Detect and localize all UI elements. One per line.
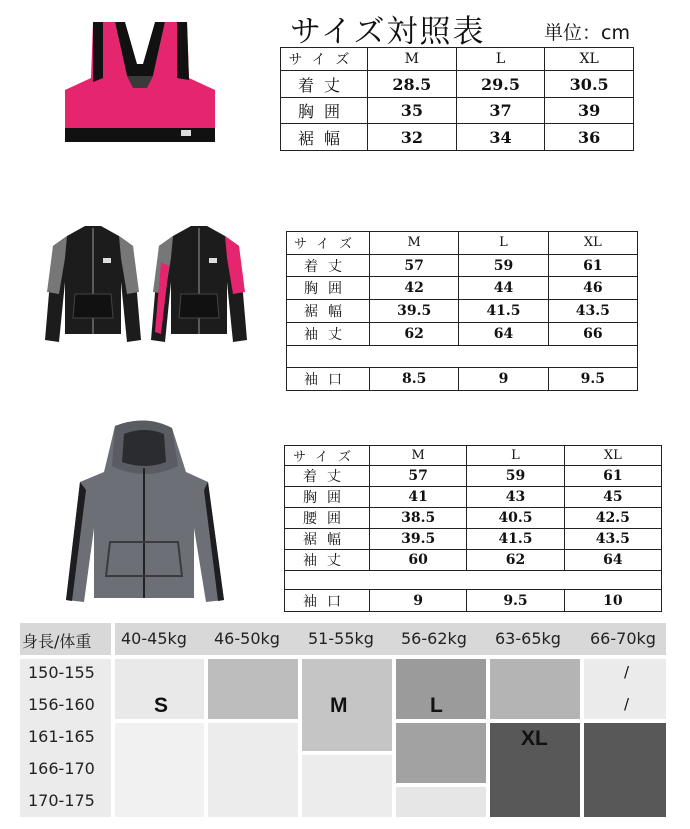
jacket-pair-image [45,222,250,347]
cell: 9.5 [467,590,564,612]
cell: 37 [456,97,545,124]
header-l: L [467,446,564,466]
weight-col: 46-50kg [214,629,280,648]
header-size: サイズ [281,48,368,71]
cell: 43.5 [548,300,637,323]
header-m: M [370,232,459,255]
header-size: サイズ [285,446,370,466]
cell: 43 [467,487,564,508]
hoodie-image [60,420,230,612]
cell: 36 [545,124,634,151]
header-l: L [459,232,548,255]
slash-mark: / [624,695,630,713]
spacer-row [287,345,638,368]
size-xl-label: XL [521,727,548,750]
weight-col: 56-62kg [401,629,467,648]
weight-col: 40-45kg [121,629,187,648]
row-label: 袖丈 [285,550,370,571]
weight-col: 51-55kg [308,629,374,648]
page-title: サイズ対照表 [290,14,486,50]
cell: 34 [456,124,545,151]
height-row: 161-165 [28,727,95,746]
cell: 59 [467,466,564,487]
spacer-row [285,571,662,590]
corner-label: 身長/体重 [22,632,92,651]
row-label: 着丈 [281,71,368,98]
cell: 64 [459,322,548,345]
cell: 61 [548,254,637,277]
cell: 66 [548,322,637,345]
header-l: L [456,48,545,71]
cell: 9.5 [548,368,637,391]
header-m: M [368,48,457,71]
cell: 35 [368,97,457,124]
header-xl: XL [564,446,661,466]
cell: 64 [564,550,661,571]
cell: 29.5 [456,71,545,98]
header-m: M [370,446,467,466]
cell: 40.5 [467,508,564,529]
row-label: 裾幅 [285,529,370,550]
cell: 39.5 [370,300,459,323]
cell: 62 [467,550,564,571]
cell: 62 [370,322,459,345]
unit-label: 単位：cm [544,22,630,44]
row-label: 胸囲 [287,277,370,300]
cell: 28.5 [368,71,457,98]
cell: 44 [459,277,548,300]
cell: 39.5 [370,529,467,550]
height-row: 156-160 [28,695,95,714]
weight-col: 66-70kg [590,629,656,648]
size-table-hoodie [284,445,662,612]
row-label: 着丈 [287,254,370,277]
size-l-label: L [430,694,443,717]
row-label: 胸囲 [281,97,368,124]
slash-mark: / [624,663,630,681]
size-s-label: S [154,694,169,717]
cell: 57 [370,466,467,487]
height-weight-chart [18,621,668,819]
cell: 10 [564,590,661,612]
row-label: 腰囲 [285,508,370,529]
cell: 42.5 [564,508,661,529]
row-label-cuff: 袖口 [287,368,370,391]
cell: 41.5 [459,300,548,323]
header-xl: XL [545,48,634,71]
cell: 60 [370,550,467,571]
size-m-label: M [330,694,348,717]
cell: 9 [370,590,467,612]
cell: 39 [545,97,634,124]
height-row: 150-155 [28,663,95,682]
cell: 61 [564,466,661,487]
row-label-cuff: 袖口 [285,590,370,612]
cell: 42 [370,277,459,300]
cell: 45 [564,487,661,508]
sports-bra-image [55,18,225,148]
size-table-bra [280,47,634,151]
header-size: サイズ [287,232,370,255]
weight-col: 63-65kg [495,629,561,648]
cell: 32 [368,124,457,151]
cell: 30.5 [545,71,634,98]
cell: 9 [459,368,548,391]
height-row: 166-170 [28,759,95,778]
cell: 38.5 [370,508,467,529]
cell: 46 [548,277,637,300]
cell: 41 [370,487,467,508]
cell: 57 [370,254,459,277]
height-row: 170-175 [28,791,95,810]
cell: 43.5 [564,529,661,550]
size-table-jacket [286,231,638,391]
row-label: 裾幅 [287,300,370,323]
cell: 41.5 [467,529,564,550]
row-label: 着丈 [285,466,370,487]
header-xl: XL [548,232,637,255]
cell: 59 [459,254,548,277]
cell: 8.5 [370,368,459,391]
row-label: 裾幅 [281,124,368,151]
row-label: 胸囲 [285,487,370,508]
row-label: 袖丈 [287,322,370,345]
